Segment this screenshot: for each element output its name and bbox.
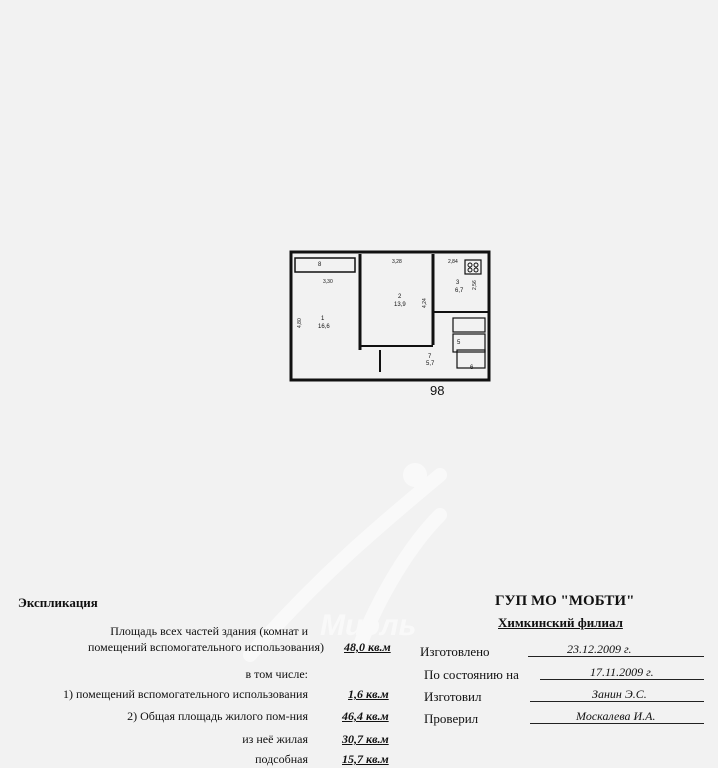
svg-text:6: 6 (470, 365, 474, 371)
state-label: По состоянию на (424, 667, 519, 682)
svg-text:4,80: 4,80 (297, 318, 303, 328)
dim-label: 3,28 (392, 259, 402, 265)
aux-area-label: 1) помещений вспомогательного использования (62, 687, 308, 701)
org-branch: Химкинский филиал (498, 615, 623, 630)
floor-plan-svg (285, 250, 495, 400)
author-label: Изготовил (424, 689, 482, 704)
made-date: 23.12.2009 г. (567, 642, 632, 656)
svg-text:16,6: 16,6 (318, 324, 330, 330)
state-date: 17.11.2009 г. (590, 665, 654, 679)
svg-text:2: 2 (398, 294, 402, 300)
org-title: ГУП МО "МОБТИ" (495, 593, 635, 609)
made-label: Изготовлено (420, 644, 490, 659)
svg-text:1: 1 (321, 316, 325, 322)
svg-text:8: 8 (318, 262, 322, 268)
svg-text:5: 5 (457, 340, 461, 346)
svg-text:Миэль: Миэль (320, 609, 417, 642)
living-total-label: 2) Общая площадь жилого пом-ния (127, 709, 308, 723)
floor-plan-drawing (285, 250, 495, 400)
svg-text:7: 7 (428, 354, 432, 360)
total-area-label-line1: Площадь всех частей здания (комнат и (110, 624, 308, 638)
utility-area-value: 15,7 кв.м (342, 752, 389, 766)
total-area-value: 48,0 кв.м (344, 640, 391, 654)
living-area-value: 30,7 кв.м (342, 732, 389, 746)
checker-label: Проверил (424, 711, 479, 726)
utility-area-label: подсобная (255, 752, 308, 766)
svg-text:2,56: 2,56 (472, 280, 478, 290)
living-total-value: 46,4 кв.м (342, 709, 389, 723)
including-label: в том числе: (245, 667, 308, 681)
living-area-label: из неё жилая (242, 732, 308, 746)
svg-text:4,24: 4,24 (422, 298, 428, 308)
dim-label: 2,84 (448, 259, 458, 265)
building-number: 98 (430, 383, 445, 398)
explication-title: Экспликация (18, 595, 98, 610)
dim-label: 3,30 (323, 279, 333, 285)
svg-text:13,9: 13,9 (394, 302, 406, 308)
checker-name: Москалева И.А. (576, 709, 656, 723)
svg-text:3: 3 (456, 280, 460, 286)
total-area-label-line2: помещений вспомогательного использования) (87, 640, 324, 654)
aux-area-value: 1,6 кв.м (348, 687, 389, 701)
author-name: Занин Э.С. (592, 687, 647, 701)
svg-text:5,7: 5,7 (426, 361, 435, 367)
svg-text:6,7: 6,7 (455, 288, 464, 294)
